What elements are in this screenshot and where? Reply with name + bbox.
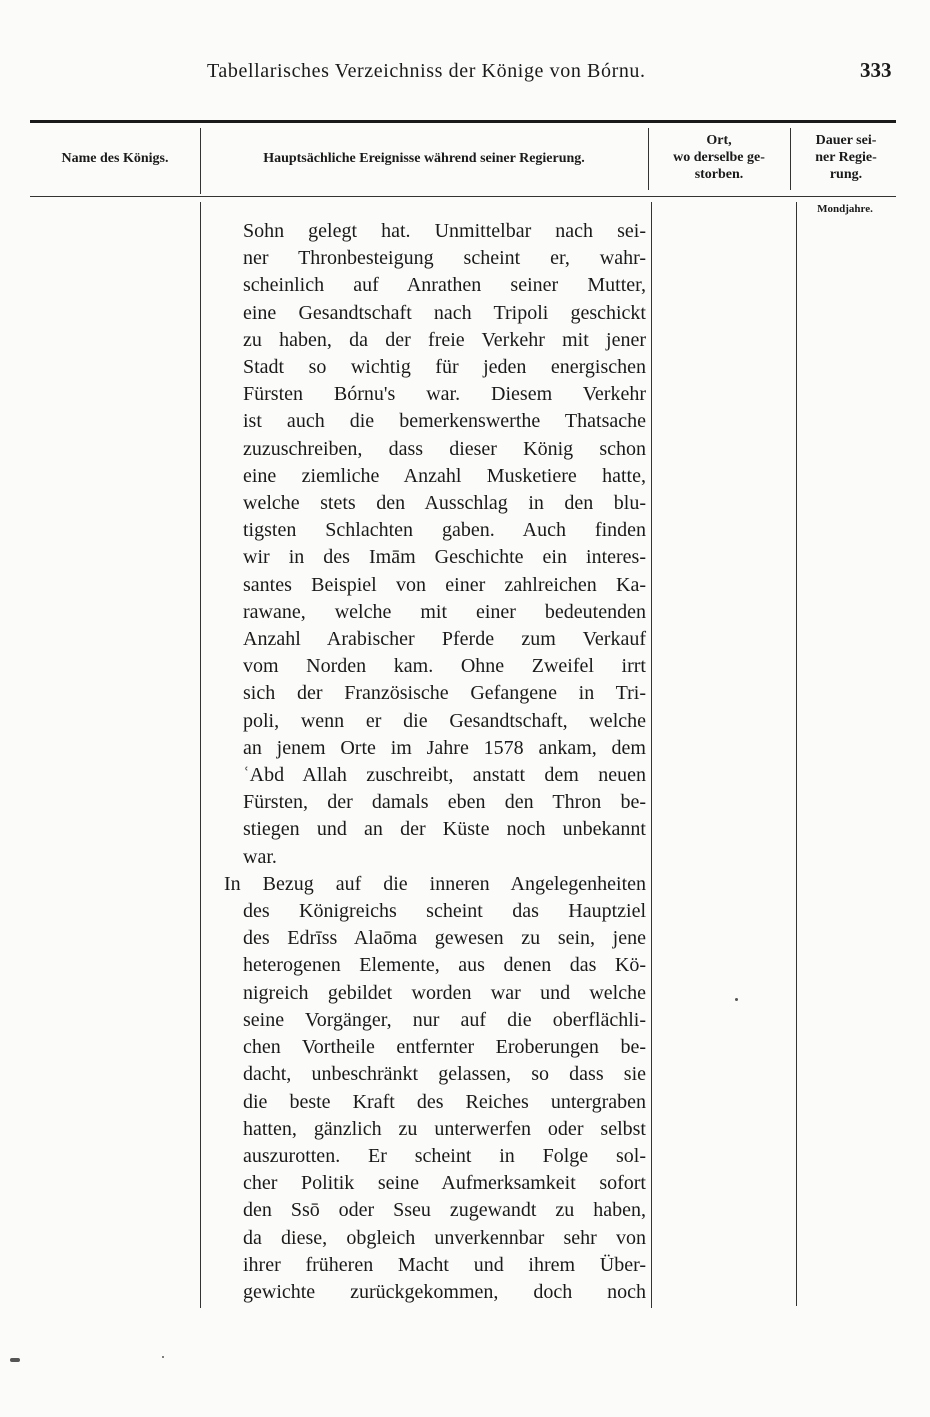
text-line: ist auch die bemerkenswerthe Thatsache bbox=[243, 410, 646, 433]
text-line: ner Thronbesteigung scheint er, wahr- bbox=[243, 247, 646, 270]
text-line: da diese, obgleich unverkennbar sehr von bbox=[243, 1226, 646, 1249]
running-head bbox=[0, 60, 930, 90]
text-line: ihrer früheren Macht und ihrem Über- bbox=[243, 1253, 646, 1276]
text-line: nigreich gebildet worden war und welche bbox=[243, 981, 646, 1004]
text-line: gewichte zurückgekommen, doch noch bbox=[243, 1280, 646, 1303]
duration-unit-label: Mondjahre. bbox=[817, 203, 873, 215]
text-line: poli, wenn er die Gesandtschaft, welche bbox=[243, 709, 646, 732]
text-line: vom Norden kam. Ohne Zweifel irrt bbox=[243, 655, 646, 678]
table-header-rule bbox=[30, 196, 896, 197]
text-line: stiegen und an der Küste noch unbekannt bbox=[243, 818, 646, 841]
column-header-name: Name des Königs. bbox=[61, 151, 169, 166]
text-line: dacht, unbeschränkt gelassen, so dass sie bbox=[243, 1063, 646, 1086]
text-line: den Ssō oder Sseu zugewandt zu haben, bbox=[243, 1199, 646, 1222]
text-line: auszurotten. Er scheint in Folge sol- bbox=[243, 1144, 646, 1167]
text-line: zuzuschreiben, dass dieser König schon bbox=[243, 437, 646, 460]
column-header-events: Hauptsächliche Ereignisse während seiner Regierung. bbox=[263, 151, 585, 166]
paragraph-internal-affairs bbox=[210, 871, 646, 1306]
print-speck bbox=[162, 1356, 164, 1358]
text-line: Stadt so wichtig für jeden energischen bbox=[243, 356, 646, 379]
text-line: ʿAbd Allah zuschreibt, anstatt dem neuen bbox=[243, 764, 646, 787]
text-line: hatten, gänzlich zu unterwerfen oder selbst bbox=[243, 1117, 646, 1140]
text-line: die beste Kraft des Reiches untergraben bbox=[243, 1090, 646, 1113]
text-line: wir in des Imām Geschichte ein interes- bbox=[243, 546, 646, 569]
text-line: Sohn gelegt hat. Unmittelbar nach sei- bbox=[243, 220, 646, 242]
text-line: zu haben, da der freie Verkehr mit jener bbox=[243, 328, 646, 351]
text-line: santes Beispiel von einer zahlreichen Ka- bbox=[243, 573, 646, 596]
text-line: cher Politik seine Aufmerksamkeit sofort bbox=[243, 1172, 646, 1195]
text-line: chen Vortheile entfernter Eroberungen be- bbox=[243, 1036, 646, 1059]
text-line: war. bbox=[243, 845, 277, 868]
text-line: seine Vorgänger, nur auf die oberflächli- bbox=[243, 1008, 646, 1031]
paragraph-continuation bbox=[210, 218, 646, 871]
table-top-rule bbox=[30, 120, 896, 123]
text-line: an jenem Orte im Jahre 1578 ankam, dem bbox=[243, 736, 646, 759]
body-divider-2 bbox=[651, 202, 652, 1308]
text-line: rawane, welche mit einer bedeutenden bbox=[243, 600, 646, 623]
text-line: sich der Französische Gefangene in Tri- bbox=[243, 682, 646, 705]
text-line: Fürsten, der damals eben den Thron be- bbox=[243, 791, 646, 814]
text-line: scheinlich auf Anrathen seiner Mutter, bbox=[243, 274, 646, 297]
text-line: des Edrīss Alaōma gewesen zu sein, jene bbox=[243, 927, 646, 950]
text-line: Fürsten Bórnu's war. Diesem Verkehr bbox=[243, 383, 646, 406]
running-title: Tabellarisches Verzeichniss der Könige von Bórnu. bbox=[207, 60, 646, 82]
page-number: 333 bbox=[860, 58, 892, 82]
text-line: des Königreichs scheint das Hauptziel bbox=[243, 900, 646, 923]
text-line: eine ziemliche Anzahl Musketiere hatte, bbox=[243, 464, 646, 487]
body-divider-1 bbox=[200, 202, 201, 1308]
text-line: Anzahl Arabischer Pferde zum Verkauf bbox=[243, 628, 646, 651]
text-line: welche stets den Ausschlag in den blu- bbox=[243, 492, 646, 515]
events-text bbox=[210, 218, 646, 1306]
text-line: In Bezug auf die inneren Angelegenheiten bbox=[224, 872, 646, 895]
text-line: heterogenen Elemente, aus denen das Kö- bbox=[243, 954, 646, 977]
column-header-place: Ort, wo derselbe ge- storben. bbox=[673, 133, 765, 182]
print-speck bbox=[735, 998, 738, 1001]
body-divider-3 bbox=[796, 202, 797, 1306]
column-header-duration: Dauer sei- ner Regie- rung. bbox=[815, 133, 877, 182]
print-speck bbox=[10, 1358, 20, 1362]
text-line: eine Gesandtschaft nach Tripoli geschickt bbox=[243, 301, 646, 324]
text-line: tigsten Schlachten gaben. Auch finden bbox=[243, 519, 646, 542]
